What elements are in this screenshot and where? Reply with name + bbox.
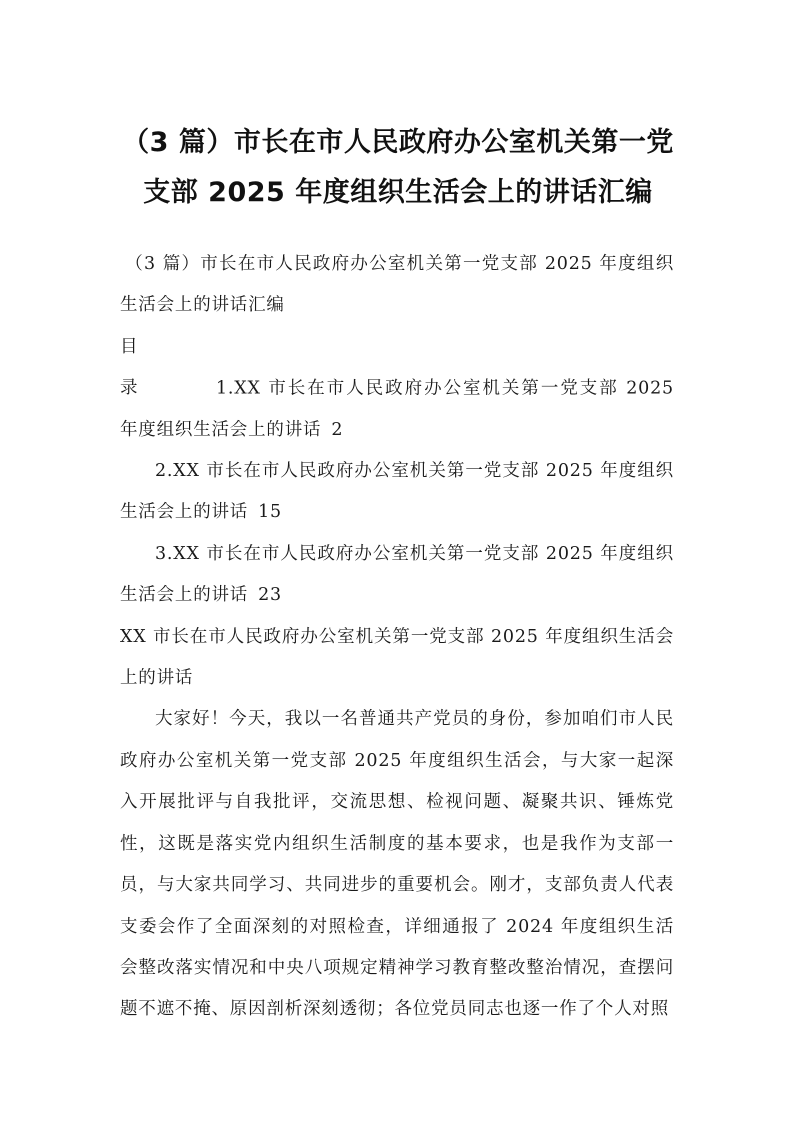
section-heading: XX 市长在市人民政府办公室机关第一党支部 2025 年度组织生活会上的讲话 <box>120 626 674 689</box>
toc-page-number: 23 <box>258 585 282 606</box>
body-paragraph: 大家好！今天，我以一名普通共产党员的身份，参加咱们市人民政府办公室机关第一党支部 2025 年度组织生活会，与大家一起深入开展批评与自我批评，交流思想、检视问题、凝聚共识、锤炼党性，这既是落实党内组织生活制度的基本要求，也是我作为支部一员，与大家共同学习、共同进步的重要机会。刚才，支部负责人代表支委会作了全面深刻的对照检查，详细通报了 2024 年度组织生活会整改落实情况和中央八项规定精神学习教育整改整治情况，查摆问题不遮不掩、原因剖析深刻透彻；各位党员同志也逐一作了个人对照 <box>120 709 674 1020</box>
toc-item-text: 3.XX 市长在市人民政府办公室机关第一党支部 2025 年度组织生活会上的讲话 <box>120 543 674 606</box>
toc-item-2 <box>120 451 674 534</box>
toc-item-3 <box>120 534 674 617</box>
document-title: （3 篇）市长在市人民政府办公室机关第一党支部 2025 年度组织生活会上的讲话汇编 <box>122 127 674 208</box>
toc-page-number: 15 <box>258 502 282 523</box>
toc-label: 目 录 <box>120 336 158 399</box>
toc-item-text: 2.XX 市长在市人民政府办公室机关第一党支部 2025 年度组织生活会上的讲话 <box>120 461 674 523</box>
toc-item-1 <box>120 327 674 451</box>
subtitle-paragraph: （3 篇）市长在市人民政府办公室机关第一党支部 2025 年度组织生活会上的讲话汇编 <box>120 254 674 316</box>
document-body <box>120 244 674 1031</box>
toc-page-number: 2 <box>331 419 344 440</box>
toc-item-text: 1.XX 市长在市人民政府办公室机关第一党支部 2025 年度组织生活会上的讲话 <box>120 378 674 440</box>
